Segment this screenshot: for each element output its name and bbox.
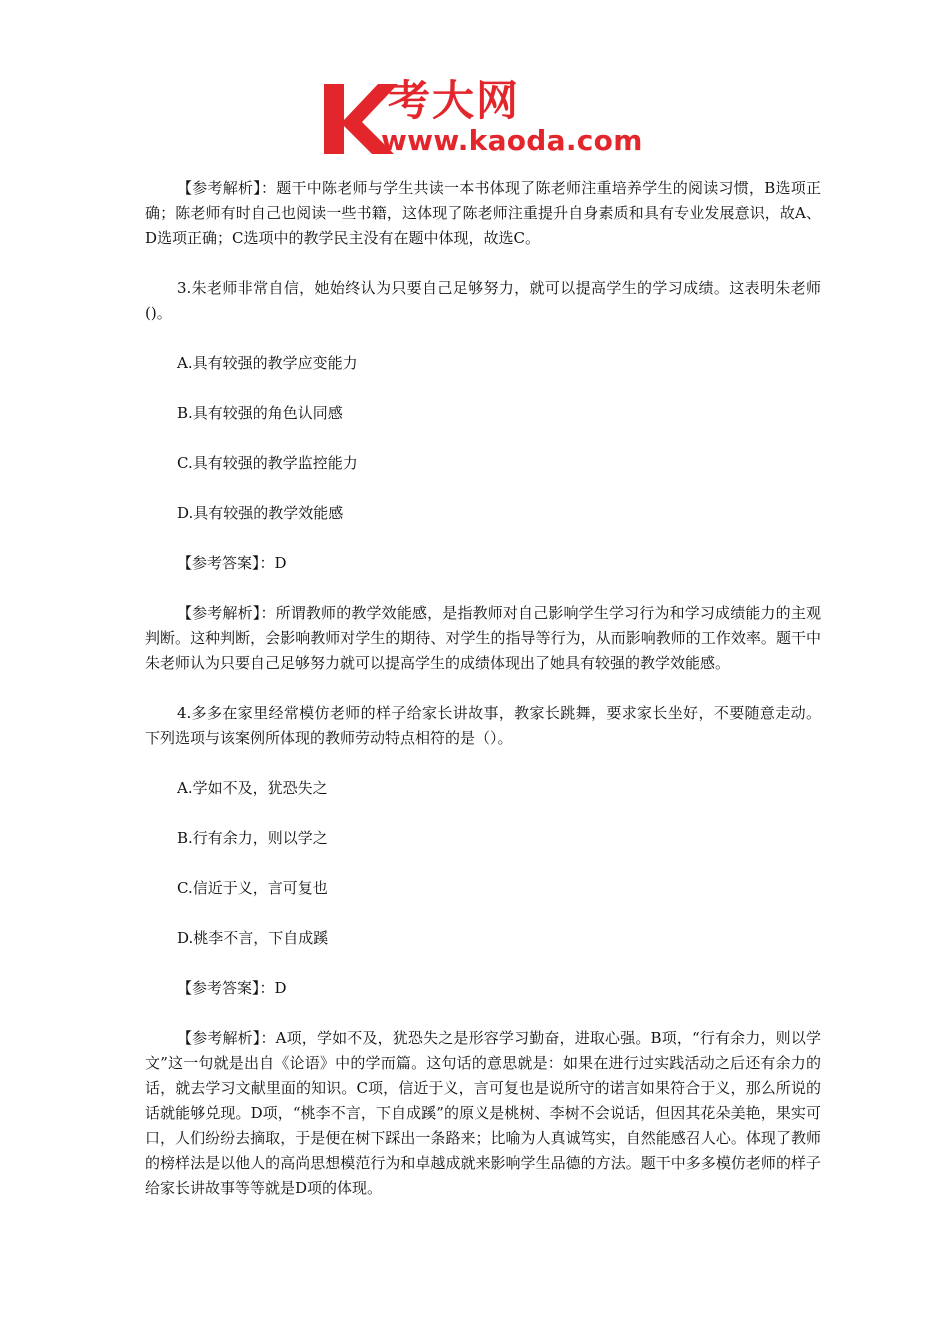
analysis-paragraph [145,601,821,676]
analysis-paragraph [145,176,821,251]
option-d: D.桃李不言，下自成蹊 [177,929,329,947]
analysis-label: 【参考解析】 [177,1029,261,1047]
question-3: 3.朱老师非常自信，她始终认为只要自己足够努力，就可以提高学生的学习成绩。这表明朱老师()。 [145,279,821,322]
answer-text: ：D [259,554,287,572]
option-c: C.具有较强的教学监控能力 [177,454,358,472]
logo-name: 考大网 [388,76,521,125]
analysis-label: 【参考解析】 [177,179,261,197]
answer-label: 【参考答案】 [177,979,260,997]
option-b: B.具有较强的角色认同感 [177,404,343,422]
question-4: 4.多多在家里经常模仿老师的样子给家长讲故事，教家长跳舞，要求家长坐好，不要随意走动。下列选项与该案例所体现的教师劳动特点相符的是（）。 [145,704,821,747]
option-a: A.具有较强的教学应变能力 [177,354,358,372]
analysis-paragraph [145,1026,821,1201]
option-b: B.行有余力，则以学之 [177,829,328,847]
analysis-text: ：所谓教师的教学效能感，是指教师对自己影响学生学习行为和学习成绩能力的主观判断。这种判断，会影响教师对学生的期待、对学生的指导等行为，从而影响教师的工作效率。题干中朱老师认为只要自己足够努力就可以提高学生的成绩体现出了她具有较强的教学效能感。 [145,604,821,672]
kaoda-logo [318,76,643,160]
answer-paragraph [145,551,821,576]
answer-label: 【参考答案】 [177,554,260,572]
analysis-text: ：题干中陈老师与学生共读一本书体现了陈老师注重培养学生的阅读习惯，B选项正确；陈老师有时自己也阅读一些书籍，这体现了陈老师注重提升自身素质和具有专业发展意识，故A、D选项正确；C选项中的教学民主没有在题中体现，故选C。 [145,179,821,247]
analysis-text: ：A项，学如不及，犹恐失之是形容学习勤奋，进取心强。B项，“行有余力，则以学文”这一句就是出自《论语》中的学而篇。这句话的意思就是：如果在进行过实践活动之后还有余力的话，就去学习文献里面的知识。C项，信近于义，言可复也是说所守的诺言如果符合于义，那么所说的话就能够兑现。D项，“桃李不言，下自成蹊”的原义是桃树、李树不会说话，但因其花朵美艳，果实可口，人们纷纷去摘取，于是便在树下踩出一条路来；比喻为人真诚笃实，自然能感召人心。体现了教师的榜样法是以他人的高尚思想模范行为和卓越成就来影响学生品德的方法。题干中多多模仿老师的样子给家长讲故事等等就是D项的体现。 [145,1029,821,1197]
option-d: D.具有较强的教学效能感 [177,504,344,522]
logo-url: www.kaoda.com [381,124,643,157]
document-body [145,176,821,1201]
answer-text: ：D [259,979,287,997]
option-c: C.信近于义，言可复也 [177,879,328,897]
answer-paragraph [145,976,821,1001]
analysis-label: 【参考解析】 [177,604,261,622]
option-a: A.学如不及，犹恐失之 [177,779,328,797]
